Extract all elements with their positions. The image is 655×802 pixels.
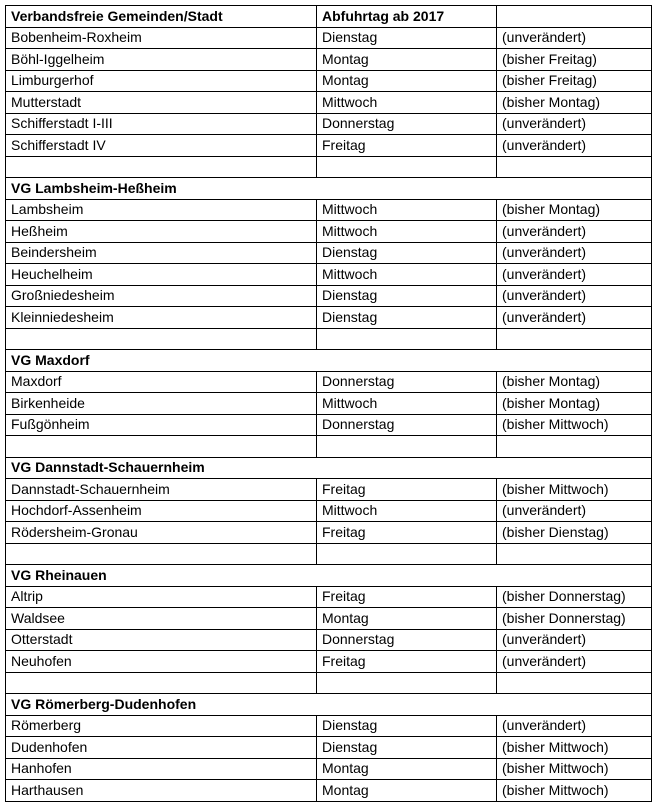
municipality-cell: Hochdorf-Assenheim: [6, 500, 317, 522]
note-cell: (unverändert): [497, 307, 652, 329]
table-row: [6, 758, 652, 780]
note-cell: (unverändert): [497, 629, 652, 651]
note-cell: (bisher Mittwoch): [497, 758, 652, 780]
table-row: [6, 242, 652, 264]
empty-cell: [6, 328, 317, 350]
municipality-cell: Schifferstadt I-III: [6, 113, 317, 135]
collection-day-cell: Freitag: [317, 586, 497, 608]
municipality-cell: Mutterstadt: [6, 92, 317, 114]
table-header-row: [6, 6, 652, 28]
collection-day-cell: Donnerstag: [317, 414, 497, 436]
collection-day-cell: Dienstag: [317, 27, 497, 49]
table-row: [6, 522, 652, 544]
collection-day-cell: Freitag: [317, 522, 497, 544]
collection-day-cell: Freitag: [317, 651, 497, 673]
note-cell: (bisher Montag): [497, 92, 652, 114]
note-cell: (bisher Mittwoch): [497, 737, 652, 759]
note-cell: (unverändert): [497, 651, 652, 673]
municipality-cell: Kleinniedesheim: [6, 307, 317, 329]
empty-cell: [317, 543, 497, 565]
collection-day-cell: Dienstag: [317, 307, 497, 329]
table-row: [6, 307, 652, 329]
spacer-row: [6, 156, 652, 178]
table-row: [6, 27, 652, 49]
municipality-cell: Dannstadt-Schauernheim: [6, 479, 317, 501]
note-cell: (unverändert): [497, 221, 652, 243]
municipality-cell: Großniedesheim: [6, 285, 317, 307]
group-title: VG Rheinauen: [6, 565, 652, 587]
note-cell: (unverändert): [497, 715, 652, 737]
empty-cell: [6, 156, 317, 178]
note-cell: (unverändert): [497, 27, 652, 49]
municipality-cell: Römerberg: [6, 715, 317, 737]
collection-day-cell: Mittwoch: [317, 92, 497, 114]
spacer-row: [6, 436, 652, 458]
table-row: [6, 92, 652, 114]
collection-day-cell: Montag: [317, 70, 497, 92]
table-row: [6, 479, 652, 501]
empty-cell: [317, 156, 497, 178]
table-row: [6, 414, 652, 436]
municipality-cell: Maxdorf: [6, 371, 317, 393]
note-cell: (bisher Montag): [497, 393, 652, 415]
note-cell: (unverändert): [497, 264, 652, 286]
note-cell: (bisher Donnerstag): [497, 608, 652, 630]
empty-cell: [497, 436, 652, 458]
note-cell: (bisher Mittwoch): [497, 780, 652, 802]
note-cell: (bisher Mittwoch): [497, 414, 652, 436]
spacer-row: [6, 328, 652, 350]
note-cell: (bisher Freitag): [497, 49, 652, 71]
table-row: [6, 393, 652, 415]
collection-day-cell: Mittwoch: [317, 393, 497, 415]
empty-cell: [497, 543, 652, 565]
note-cell: (bisher Freitag): [497, 70, 652, 92]
collection-day-cell: Donnerstag: [317, 629, 497, 651]
empty-cell: [6, 543, 317, 565]
note-cell: (unverändert): [497, 285, 652, 307]
note-cell: (unverändert): [497, 113, 652, 135]
empty-cell: [317, 436, 497, 458]
header-municipality: Verbandsfreie Gemeinden/Stadt: [6, 6, 317, 28]
group-title: VG Römerberg-Dudenhofen: [6, 694, 652, 716]
table-row: [6, 737, 652, 759]
municipality-cell: Waldsee: [6, 608, 317, 630]
table-row: [6, 49, 652, 71]
municipality-cell: Dudenhofen: [6, 737, 317, 759]
municipality-cell: Harthausen: [6, 780, 317, 802]
table-row: [6, 780, 652, 802]
empty-cell: [497, 672, 652, 694]
collection-day-cell: Mittwoch: [317, 500, 497, 522]
municipality-cell: Schifferstadt IV: [6, 135, 317, 157]
table-row: [6, 715, 652, 737]
note-cell: (bisher Donnerstag): [497, 586, 652, 608]
note-cell: (bisher Montag): [497, 371, 652, 393]
empty-cell: [317, 672, 497, 694]
table-row: [6, 500, 652, 522]
table-row: [6, 221, 652, 243]
municipality-cell: Limburgerhof: [6, 70, 317, 92]
empty-cell: [6, 672, 317, 694]
collection-day-cell: Freitag: [317, 135, 497, 157]
collection-day-cell: Mittwoch: [317, 264, 497, 286]
table-row: [6, 285, 652, 307]
note-cell: (unverändert): [497, 242, 652, 264]
municipality-cell: Altrip: [6, 586, 317, 608]
collection-day-cell: Montag: [317, 758, 497, 780]
municipality-cell: Hanhofen: [6, 758, 317, 780]
collection-day-cell: Mittwoch: [317, 221, 497, 243]
municipality-cell: Bobenheim-Roxheim: [6, 27, 317, 49]
note-cell: (unverändert): [497, 500, 652, 522]
note-cell: (bisher Montag): [497, 199, 652, 221]
group-header-row: [6, 350, 652, 372]
group-header-row: [6, 178, 652, 200]
table-row: [6, 264, 652, 286]
empty-cell: [497, 328, 652, 350]
group-header-row: [6, 457, 652, 479]
table-row: [6, 199, 652, 221]
collection-day-cell: Dienstag: [317, 242, 497, 264]
table-row: [6, 135, 652, 157]
collection-day-cell: Montag: [317, 608, 497, 630]
group-title: VG Lambsheim-Heßheim: [6, 178, 652, 200]
group-header-row: [6, 694, 652, 716]
collection-day-cell: Dienstag: [317, 737, 497, 759]
note-cell: (bisher Mittwoch): [497, 479, 652, 501]
collection-day-cell: Montag: [317, 780, 497, 802]
municipality-cell: Fußgönheim: [6, 414, 317, 436]
note-cell: (bisher Dienstag): [497, 522, 652, 544]
empty-cell: [497, 156, 652, 178]
table-row: [6, 113, 652, 135]
collection-schedule-table: [5, 5, 652, 802]
municipality-cell: Birkenheide: [6, 393, 317, 415]
table-row: [6, 651, 652, 673]
municipality-cell: Heuchelheim: [6, 264, 317, 286]
spacer-row: [6, 672, 652, 694]
group-header-row: [6, 565, 652, 587]
group-title: VG Dannstadt-Schauernheim: [6, 457, 652, 479]
collection-day-cell: Mittwoch: [317, 199, 497, 221]
collection-day-cell: Dienstag: [317, 285, 497, 307]
collection-day-cell: Donnerstag: [317, 113, 497, 135]
municipality-cell: Böhl-Iggelheim: [6, 49, 317, 71]
empty-cell: [6, 436, 317, 458]
table-row: [6, 70, 652, 92]
spacer-row: [6, 543, 652, 565]
municipality-cell: Neuhofen: [6, 651, 317, 673]
header-note: [497, 6, 652, 28]
municipality-cell: Rödersheim-Gronau: [6, 522, 317, 544]
table-row: [6, 629, 652, 651]
municipality-cell: Otterstadt: [6, 629, 317, 651]
collection-day-cell: Donnerstag: [317, 371, 497, 393]
collection-day-cell: Montag: [317, 49, 497, 71]
municipality-cell: Heßheim: [6, 221, 317, 243]
collection-day-cell: Freitag: [317, 479, 497, 501]
empty-cell: [317, 328, 497, 350]
table-row: [6, 371, 652, 393]
group-title: VG Maxdorf: [6, 350, 652, 372]
note-cell: (unverändert): [497, 135, 652, 157]
table-row: [6, 608, 652, 630]
table-row: [6, 586, 652, 608]
collection-day-cell: Dienstag: [317, 715, 497, 737]
municipality-cell: Beindersheim: [6, 242, 317, 264]
municipality-cell: Lambsheim: [6, 199, 317, 221]
header-collection-day: Abfuhrtag ab 2017: [317, 6, 497, 28]
